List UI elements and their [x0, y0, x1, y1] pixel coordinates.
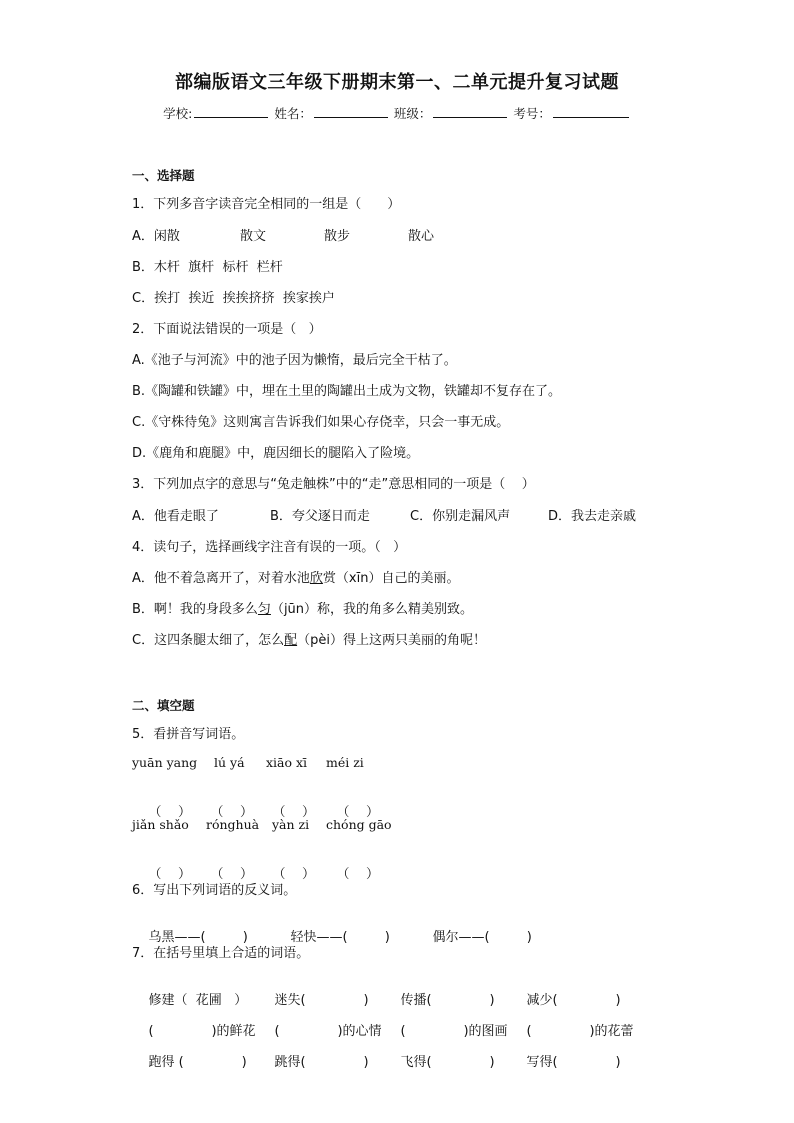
q1-a-word-2: 散文 [240, 229, 267, 244]
section-heading-choice: 一、选择题 [132, 168, 195, 183]
class-blank[interactable] [433, 105, 507, 118]
answer-bracket[interactable]: （ ） [210, 867, 254, 882]
answer-bracket[interactable]: （ ） [336, 867, 380, 882]
exam-number-blank[interactable] [553, 105, 629, 118]
fill-item[interactable]: 迷失( ) [274, 993, 369, 1008]
pinyin-yanzi: yàn zi [272, 817, 310, 832]
pinyin-chonggao: chóng gāo [326, 817, 392, 832]
question-1-option-b[interactable]: B．木杆 旗杆 标杆 栏杆 [132, 260, 283, 275]
section-heading-fill: 二、填空题 [132, 698, 195, 713]
question-3-stem: 3．下列加点字的意思与“兔走触株”中的“走”意思相同的一项是（ ） [132, 477, 535, 492]
q4-a-text-before: A．他不着急离开了，对着水池 [132, 571, 310, 586]
pinyin-jianshao: jiǎn shǎo [132, 817, 189, 832]
q4-a-underlined-char: 欣 [309, 571, 323, 586]
answer-bracket[interactable]: （ ） [336, 805, 380, 820]
q4-b-text-before: B．啊！我的身段多么 [132, 602, 258, 617]
question-4-option-c[interactable] [132, 629, 486, 648]
answer-bracket[interactable]: （ ） [210, 805, 254, 820]
name-blank[interactable] [314, 105, 388, 118]
question-2-option-a[interactable]: A.《池子与河流》中的池子因为懒惰，最后完全干枯了。 [132, 353, 457, 368]
pinyin-yuanyang: yuān yang [132, 755, 198, 770]
fill-item[interactable]: 减少( ) [526, 993, 621, 1008]
fill-item[interactable]: ( )的鲜花 [148, 1024, 256, 1039]
antonym-item-ouer[interactable]: 偶尔——( ) [432, 930, 532, 945]
page-title: 部编版语文三年级下册期末第一、二单元提升复习试题 [175, 72, 619, 93]
question-4-stem: 4．读句子，选择画线字注音有误的一项。（ ） [132, 540, 407, 555]
question-4-option-a[interactable] [132, 567, 459, 586]
class-label: 班级： [393, 106, 432, 121]
answer-bracket[interactable]: （ ） [148, 867, 192, 882]
question-6-stem: 6．写出下列词语的反义词。 [132, 883, 297, 898]
school-label: 学校: [163, 106, 193, 121]
question-5-stem: 5．看拼音写词语。 [132, 727, 245, 742]
fill-item[interactable]: 修建（ 花圃 ） [148, 993, 248, 1008]
q5-pinyin-row-2 [132, 817, 392, 832]
antonym-item-wuhei[interactable]: 乌黑——( ) [148, 930, 248, 945]
antonym-item-qingkuai[interactable]: 轻快——( ) [290, 930, 390, 945]
q4-b-text-after: （jūn）称，我的角多么精美别致。 [270, 602, 474, 617]
answer-bracket[interactable]: （ ） [148, 805, 192, 820]
q4-c-text-before: C．这四条腿太细了，怎么 [132, 633, 285, 648]
fill-item[interactable]: ( )的花蕾 [526, 1024, 634, 1039]
pinyin-ronghua: rónghuà [206, 817, 260, 832]
q4-c-underlined-char: 配 [284, 633, 298, 648]
q7-row-3 [132, 1036, 621, 1085]
q4-b-underlined-char: 匀 [257, 602, 271, 617]
student-info-line [0, 104, 794, 122]
question-2-option-c[interactable]: C.《守株待兔》这则寓言告诉我们如果心存侥幸，只会一事无成。 [132, 415, 510, 430]
question-4-option-b[interactable] [132, 598, 473, 617]
pinyin-luya: lú yá [214, 755, 245, 770]
question-7-stem: 7．在括号里填上合适的词语。 [132, 946, 310, 961]
question-1-stem: 1．下列多音字读音完全相同的一组是（ ） [132, 197, 401, 212]
fill-item[interactable]: 跳得( ) [274, 1055, 369, 1070]
q5-pinyin-row-1 [132, 755, 364, 770]
fill-item[interactable]: ( )的图画 [400, 1024, 508, 1039]
q4-c-text-after: （pèi）得上这两只美丽的角呢！ [297, 633, 486, 648]
q1-a-word-1: A．闲散 [132, 229, 180, 244]
fill-item[interactable]: ( )的心情 [274, 1024, 382, 1039]
q1-a-word-4: 散心 [408, 229, 435, 244]
answer-bracket[interactable]: （ ） [272, 867, 316, 882]
pinyin-xiaoxi: xiāo xī [266, 755, 308, 770]
question-2-option-d[interactable]: D.《鹿角和鹿腿》中，鹿因细长的腿陷入了险境。 [132, 446, 420, 461]
school-blank[interactable] [194, 105, 268, 118]
answer-bracket[interactable]: （ ） [272, 805, 316, 820]
question-3-options [132, 505, 636, 524]
q3-option-a[interactable]: A．他看走眼了 [132, 509, 219, 524]
question-2-stem: 2．下面说法错误的一项是（ ） [132, 322, 322, 337]
fill-item[interactable]: 跑得 ( ) [148, 1055, 247, 1070]
exam-number-label: 考号： [513, 106, 551, 121]
fill-item[interactable]: 飞得( ) [400, 1055, 495, 1070]
fill-item[interactable]: 传播( ) [400, 993, 495, 1008]
question-1-option-a[interactable] [132, 225, 434, 244]
name-label: 姓名： [274, 106, 312, 121]
q3-option-c[interactable]: C．你别走漏风声 [410, 509, 511, 524]
q3-option-b[interactable]: B．夸父逐日而走 [270, 509, 370, 524]
question-2-option-b[interactable]: B.《陶罐和铁罐》中，埋在土里的陶罐出土成为文物，铁罐却不复存在了。 [132, 384, 562, 399]
q4-a-text-after: 赏（xīn）自己的美丽。 [322, 571, 460, 586]
q1-a-word-3: 散步 [324, 229, 351, 244]
pinyin-meizi: méi zi [326, 755, 364, 770]
question-1-option-c[interactable]: C．挨打 挨近 挨挨挤挤 挨家挨户 [132, 291, 335, 306]
fill-item[interactable]: 写得( ) [526, 1055, 621, 1070]
q3-option-d[interactable]: D．我去走亲戚 [548, 509, 637, 524]
